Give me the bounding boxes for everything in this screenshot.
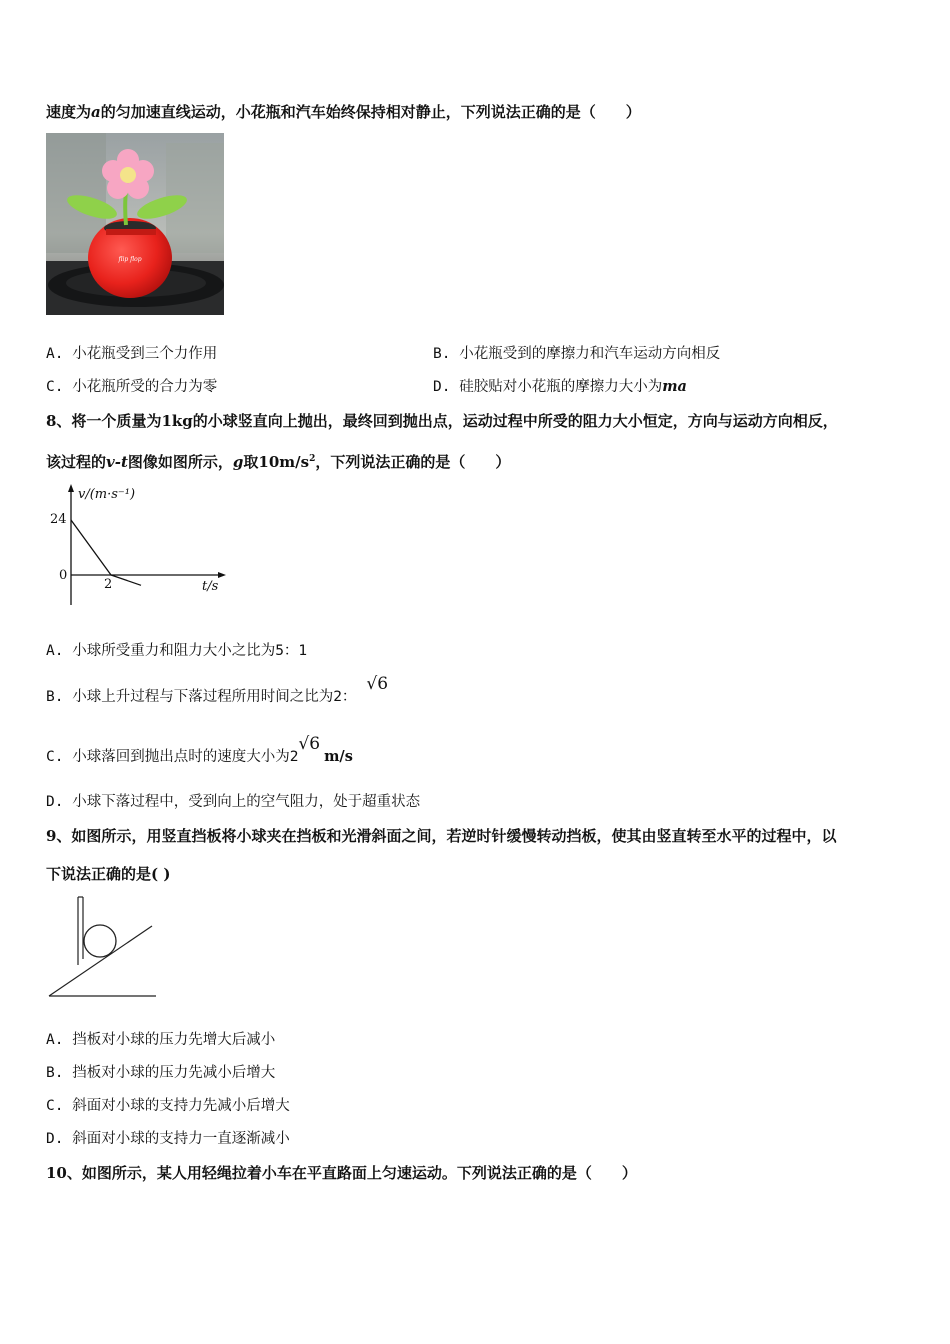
q7-stem [46,102,641,122]
q8-stem-line2 [46,449,510,472]
vt-y-arrow [68,484,74,492]
q7-option-c: C. 小花瓶所受的合力为零 [46,379,218,395]
q8-line2-g: g [232,453,244,471]
q9-option-a: A. 挡板对小球的压力先增大后减小 [46,1032,276,1048]
q8-option-c-sqrt: √6 [298,734,321,754]
q9-option-b: B. 挡板对小球的压力先减小后增大 [46,1065,276,1081]
q8-line2-c: 取10m/s [243,453,310,471]
q8-option-b-sqrt: √6 [366,674,389,694]
q8-option-a: A. 小球所受重力和阻力大小之比为5：1 [46,643,308,659]
q8-option-b [46,674,389,705]
vt-y-tick: 24 [50,512,67,527]
q9-stem-line1: 9、如图所示，用竖直挡板将小球夹在挡板和光滑斜面之间，若逆时针缓慢转动挡板，使其由竖直转至水平的过程中，以 [46,827,837,845]
q8-option-d: D. 小球下落过程中，受到向上的空气阻力，处于超重状态 [46,794,421,810]
q10-stem: 10、如图所示，某人用轻绳拉着小车在平直路面上匀速运动。下列说法正确的是（ ） [46,1164,637,1182]
flower-pot-photo [46,133,224,315]
q7-option-d [433,377,687,397]
q7-option-d-var: ma [662,378,687,395]
q8-option-c-text: C. 小球落回到抛出点时的速度大小为2 [46,749,299,765]
q7-option-b: B. 小花瓶受到的摩擦力和汽车运动方向相反 [433,346,721,362]
q7-option-a: A. 小花瓶受到三个力作用 [46,346,218,362]
vt-series-fall [111,575,141,585]
q8-option-c-unit: m/s [324,748,353,765]
q8-line2-a: 该过程的 [46,453,107,471]
q8-line2-b: 图像如图所示， [127,453,233,471]
q8-line2-d: ，下列说法正确的是（ ） [315,453,511,471]
ball [84,925,116,957]
q9-option-d: D. 斜面对小球的支持力一直逐渐减小 [46,1131,290,1147]
vt-origin: 0 [59,568,68,583]
vt-x-arrow [218,572,226,578]
q7-stem-var: a [91,103,101,121]
incline-surface [49,926,152,996]
q7-stem-part1: 速度为 [46,103,92,121]
q8-option-c [46,734,353,765]
incline-diagram [46,895,161,1000]
vt-y-label: v/(m·s⁻¹) [78,487,136,502]
q8-line2-sup: 2 [309,454,316,464]
pot-label: flip flop [118,256,142,263]
vt-graph [46,480,236,610]
vt-x-label: t/s [202,579,219,594]
q8-stem-line1: 8、将一个质量为1kg的小球竖直向上抛出，最终回到抛出点，运动过程中所受的阻力大小恒定，方向与运动方向相反， [46,412,838,430]
q9-stem-line2: 下说法正确的是( ) [46,865,171,883]
q8-option-b-text: B. 小球上升过程与下落过程所用时间之比为2： [46,689,357,705]
q8-line2-vt: v-t [106,453,128,471]
q7-option-d-text: D. 硅胶贴对小花瓶的摩擦力大小为 [433,379,663,395]
q7-stem-part2: 的匀加速直线运动，小花瓶和汽车始终保持相对静止，下列说法正确的是（ ） [100,103,641,121]
vt-series-rise [71,520,111,575]
q9-option-c: C. 斜面对小球的支持力先减小后增大 [46,1098,290,1114]
vt-x-tick: 2 [104,577,113,592]
